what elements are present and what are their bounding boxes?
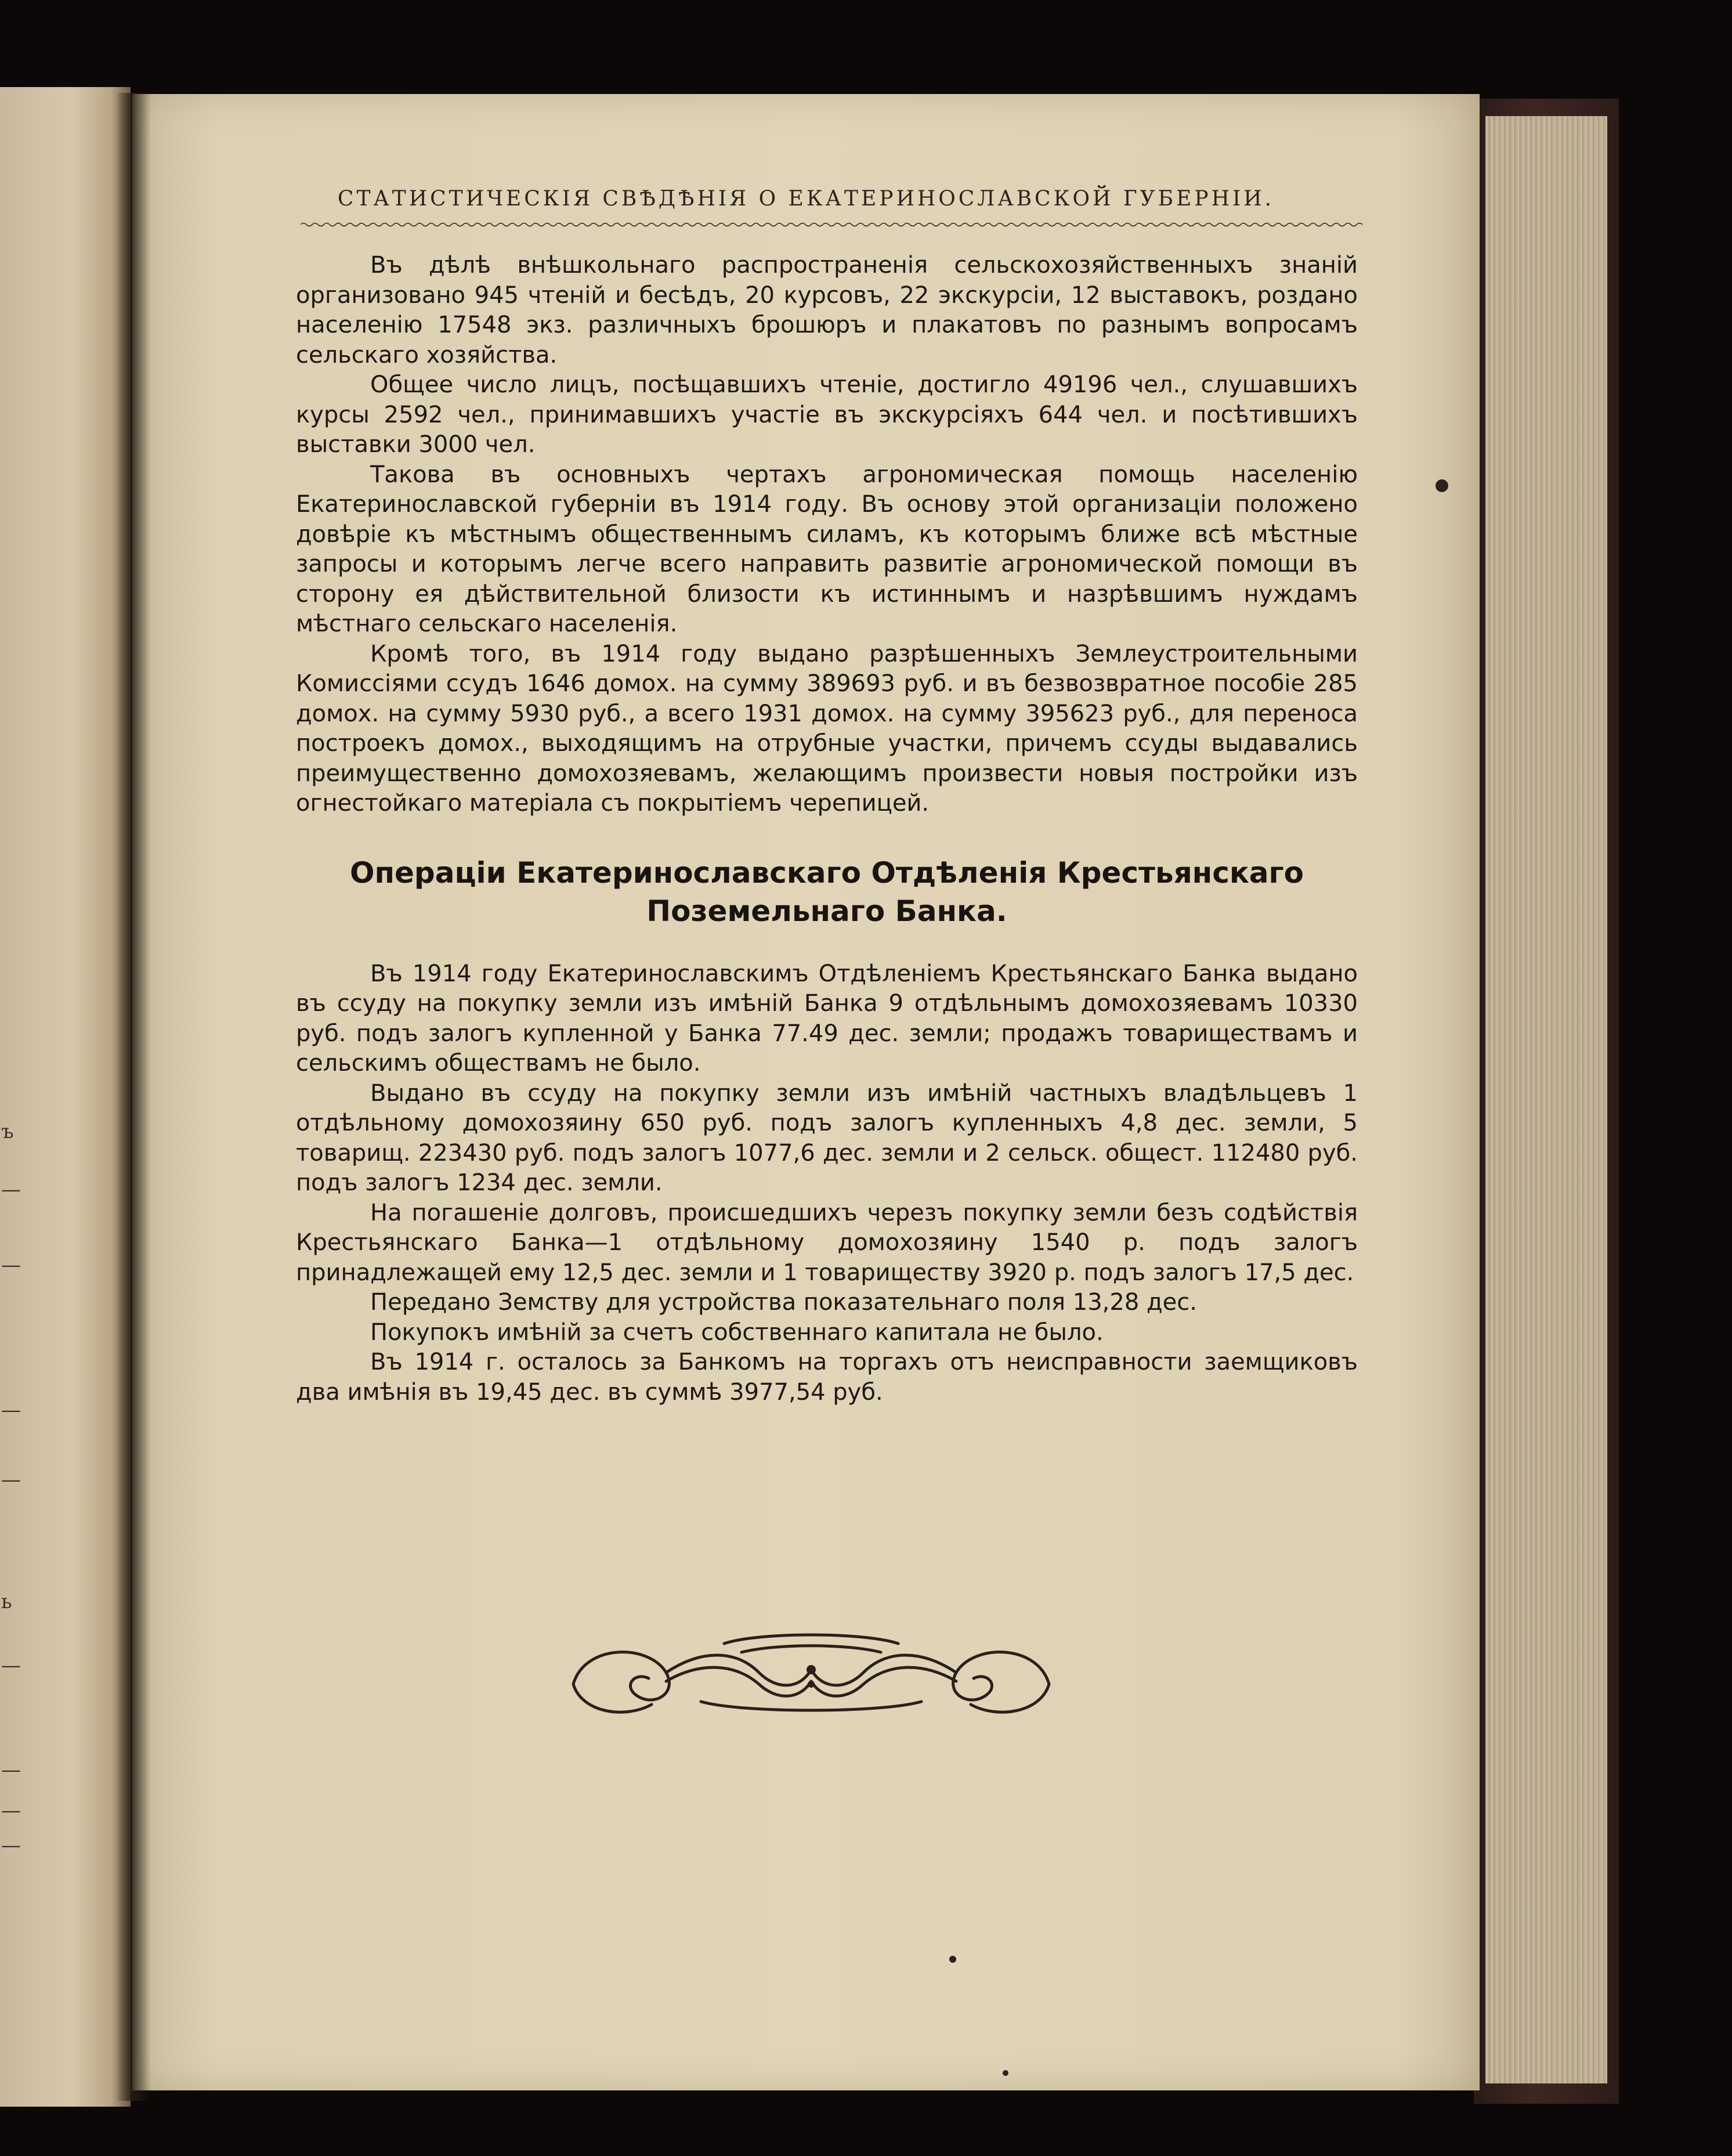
paragraph: Въ 1914 г. осталось за Банкомъ на торгахъ отъ неисправности заемщиковъ два имѣнія въ 19,45 дес. въ суммѣ 3977,54 руб.	[296, 1349, 1358, 1406]
art-nouveau-ornament	[550, 1626, 1072, 1725]
section-heading	[296, 854, 1358, 930]
paper-speck	[1003, 2070, 1008, 2076]
running-head: СТАТИСТИЧЕСКІЯ СВѢДѢНІЯ О ЕКАТЕРИНОСЛАВСКОЙ ГУБЕРНІИ.	[337, 187, 1275, 211]
paragraph: Кромѣ того, въ 1914 году выдано разрѣшенныхъ Землеустроительными Комиссіями ссудъ 1646 домох. на сумму 389693 руб. и въ безвозвратное пособіе 285 домох. на сумму 5930 руб., а всего 1931 домох. на сумму 395623 руб., для переноса построекъ домох., выходящимъ на отрубные участки, причемъ ссуды выдавались преимущественно домохозяевамъ, желающимъ произвести новыя постройки изъ огнестойкаго матеріала съ покрытіемъ черепицей.	[296, 640, 1358, 817]
paragraph: Передано Земству для устройства показательнаго поля 13,28 дес.	[370, 1289, 1197, 1316]
paragraph: Выдано въ ссуду на покупку земли изъ имѣній частныхъ владѣльцевъ 1 отдѣльному домохозяину 650 руб. подъ залогъ купленныхъ 4,8 дес. земли, 5 товарищ. 223430 руб. подъ залогъ 1077,6 дес. земли и 2 сельск. общест. 112480 руб. подъ залогъ 1234 дес. земли.	[296, 1079, 1358, 1196]
book-page	[132, 94, 1480, 2090]
paper-speck	[949, 1956, 956, 1963]
page-body	[296, 251, 1358, 1407]
running-head-rule	[301, 221, 1362, 229]
page-block-edge	[1485, 116, 1607, 2083]
section-heading-line-1: Операціи Екатеринославскаго Отдѣленія Крестьянскаго	[349, 855, 1304, 890]
page-gutter-shadow	[116, 93, 151, 2101]
paragraph: Въ 1914 году Екатеринославскимъ Отдѣленіемъ Крестьянскаго Банка выдано въ ссуду на покупку земли изъ имѣній Банка 9 отдѣльнымъ домохозяевамъ 10330 руб. подъ залогъ купленной у Банка 77.49 дес. земли; продажъ товариществамъ и сельскимъ обществамъ не было.	[296, 960, 1358, 1077]
left-page-margin-marks: ъ — — — — ь — — — —	[1, 1120, 21, 1857]
paragraph: Покупокъ имѣній за счетъ собственнаго капитала не было.	[370, 1319, 1104, 1346]
section-heading-line-2: Поземельнаго Банка.	[646, 894, 1007, 928]
paragraph: Общее число лицъ, посѣщавшихъ чтеніе, достигло 49196 чел., слушавшихъ курсы 2592 чел., принимавшихъ участіе въ экскурсіяхъ 644 чел. и посѣтившихъ выставки 3000 чел.	[296, 371, 1358, 458]
paragraph: Въ дѣлѣ внѣшкольнаго распространенія сельскохозяйственныхъ знаній организовано 945 чтеній и бесѣдъ, 20 курсовъ, 22 экскурсіи, 12 выставокъ, роздано населенію 17548 экз. различныхъ брошюръ и плакатовъ по разнымъ вопросамъ сельскаго хозяйства.	[296, 252, 1358, 369]
left-facing-page	[0, 87, 131, 2107]
bookmark-pin	[1436, 479, 1448, 492]
paragraph: На погашеніе долговъ, происшедшихъ черезъ покупку земли безъ содѣйствія Крестьянскаго Банка—1 отдѣльному домохозяину 1540 р. подъ залогъ принадлежащей ему 12,5 дес. земли и 1 товариществу 3920 р. подъ залогъ 17,5 дес.	[296, 1199, 1358, 1286]
paragraph: Такова въ основныхъ чертахъ агрономическая помощь населенію Екатеринославской губерніи въ 1914 году. Въ основу этой организаціи положено довѣріе къ мѣстнымъ общественнымъ силамъ, къ которымъ ближе всѣ мѣстные запросы и которымъ легче всего направить развитіе агрономической помощи въ сторону ея дѣйствительной близости къ истиннымъ и назрѣвшимъ нуждамъ мѣстнаго сельскаго населенія.	[296, 461, 1358, 637]
